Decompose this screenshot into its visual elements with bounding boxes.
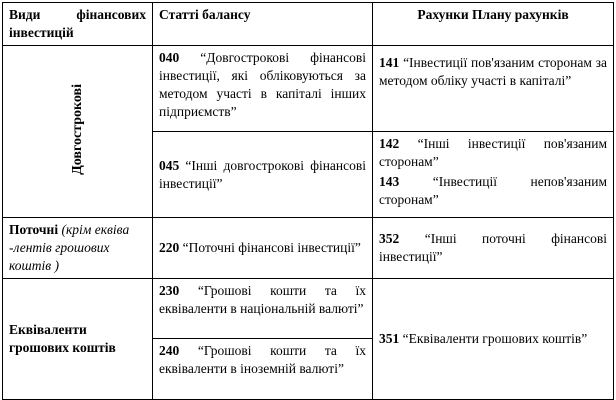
- balance-code: 040: [159, 50, 180, 65]
- investments-table: [2, 2, 614, 400]
- balance-cell: [153, 218, 373, 279]
- long-term-label: Довгострокові: [69, 83, 85, 175]
- balance-text: “Інші довгострокові фінансові інвестиції”: [159, 157, 367, 191]
- account-entry: [379, 173, 607, 209]
- account-code: 141: [379, 55, 400, 70]
- balance-cell: [153, 132, 373, 218]
- account-code: 351: [379, 331, 400, 346]
- table-row: [3, 279, 614, 339]
- table-row: [3, 46, 614, 132]
- header-chart-accounts: Рахунки Плану рахунків: [373, 3, 614, 46]
- account-code: 143: [379, 174, 400, 189]
- account-text: “Інвестиції пов'язаним сторонам за методом обліку участі в капіталі”: [379, 55, 607, 88]
- header-row: [3, 3, 614, 46]
- balance-code: 240: [159, 343, 180, 358]
- header-investment-types: Види фінансових інвестицій: [3, 3, 153, 46]
- current-note: (крім еквіва -лентів грошових коштів ): [9, 222, 130, 273]
- account-text: “Інші інвестиції пов'язаним сторонам”: [379, 136, 608, 169]
- balance-text: “Довгострокові фінансові інвестиції, які обліковуються за методом участі в капіталі інших підприємств”: [159, 50, 366, 119]
- balance-cell: [153, 279, 373, 339]
- long-term-label-cell: [3, 46, 153, 218]
- balance-cell: [153, 46, 373, 132]
- balance-code: 220: [159, 240, 180, 255]
- account-cell: [373, 218, 614, 279]
- account-code: 142: [379, 136, 400, 151]
- account-entry: [379, 135, 607, 171]
- account-cell: [373, 132, 614, 218]
- current-label: Поточні: [9, 222, 59, 237]
- account-code: 352: [379, 231, 400, 246]
- account-cell: [373, 279, 614, 400]
- current-label-cell: [3, 218, 153, 279]
- balance-code: 230: [159, 283, 180, 298]
- balance-cell: [153, 339, 373, 400]
- account-text: “Еквіваленти грошових коштів”: [402, 331, 588, 346]
- account-cell: [373, 46, 614, 132]
- balance-text: “Грошові кошти та їх еквіваленти в іноземній валюті”: [159, 343, 367, 376]
- equivalents-label: Еквіваленти грошових коштів: [3, 279, 153, 400]
- account-text: “Інвестиції непов'язаним сторонам”: [379, 174, 608, 207]
- balance-text: “Грошові кошти та їх еквіваленти в національній валюті”: [159, 283, 367, 316]
- account-text: “Інші поточні фінансові інвестиції”: [379, 231, 607, 264]
- table-row: [3, 218, 614, 279]
- header-balance-items: Статті балансу: [153, 3, 373, 46]
- balance-text: “Поточні фінансові інвестиції”: [182, 240, 361, 255]
- balance-code: 045: [159, 157, 180, 173]
